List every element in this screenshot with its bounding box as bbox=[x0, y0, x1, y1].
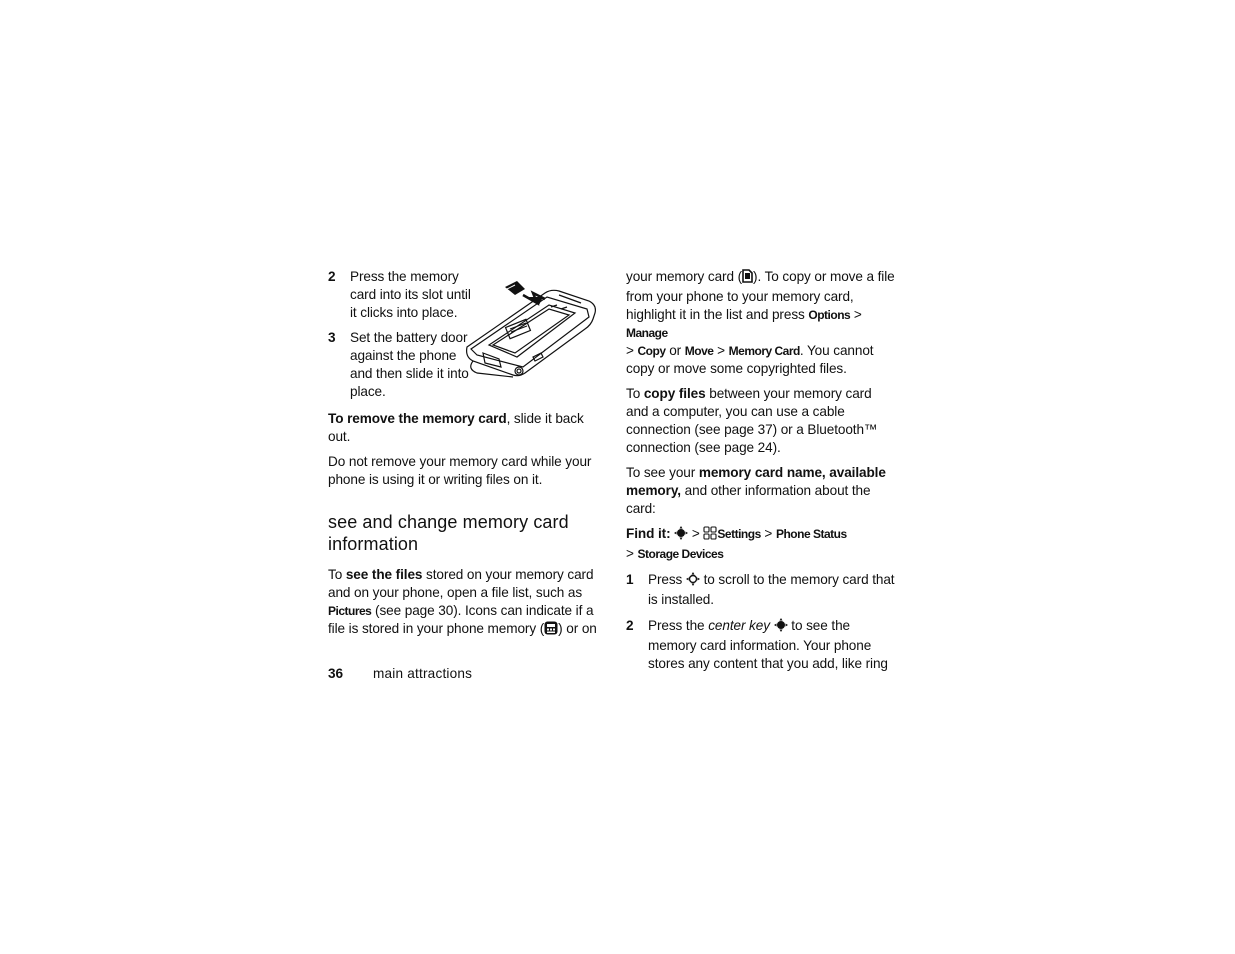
copy-files-bold: copy files bbox=[643, 386, 706, 401]
step-number: 2 bbox=[328, 269, 336, 284]
menu-memory-card: Memory Card bbox=[728, 344, 800, 358]
card-info-bold: memory card name, available memory, bbox=[626, 465, 886, 498]
text: > bbox=[626, 546, 638, 561]
step-number: 1 bbox=[626, 572, 634, 587]
text: > bbox=[760, 526, 776, 541]
remove-card-bold: To remove the memory card bbox=[328, 411, 507, 426]
section-heading: see and change memory card information bbox=[328, 512, 569, 554]
text: and other information about the card: bbox=[626, 483, 871, 516]
text: Press bbox=[648, 572, 686, 587]
text: Press the bbox=[648, 618, 709, 633]
text: ) or on bbox=[558, 621, 597, 636]
text: your memory card ( bbox=[626, 269, 743, 284]
text: To bbox=[626, 386, 644, 401]
menu-move: Move bbox=[684, 344, 714, 358]
memory-card-icon bbox=[742, 269, 753, 288]
step-text: Press the memory card into its slot until it clicks into place. bbox=[350, 269, 471, 320]
text: To see your bbox=[626, 465, 699, 480]
text: to see the memory card information. Your phone stores any content that you add, like ring bbox=[648, 618, 888, 671]
right-column bbox=[626, 268, 896, 680]
copy-move-paragraph bbox=[626, 268, 896, 378]
phone-memory-icon bbox=[544, 621, 558, 640]
menu-storage-devices: Storage Devices bbox=[637, 547, 724, 561]
menu-manage: Manage bbox=[626, 326, 668, 340]
text: > bbox=[713, 343, 729, 358]
copy-files-paragraph bbox=[626, 385, 896, 457]
step-3-battery-door bbox=[328, 329, 480, 401]
page-number: 36 bbox=[328, 666, 344, 681]
section-name: main attractions bbox=[373, 666, 473, 681]
see-files-bold: see the files bbox=[345, 567, 423, 582]
text: . You cannot copy or move some copyrighted files. bbox=[626, 343, 874, 376]
text: > bbox=[850, 307, 862, 322]
find-it-label: Find it: bbox=[626, 526, 671, 541]
text: > bbox=[626, 343, 638, 358]
remove-card-paragraph bbox=[328, 410, 598, 446]
left-column bbox=[328, 268, 598, 647]
menu-copy: Copy bbox=[637, 344, 666, 358]
remove-card-text: , slide it back out. bbox=[328, 411, 584, 444]
text: to scroll to the memory card that is installed. bbox=[648, 572, 895, 607]
step-1-scroll bbox=[626, 571, 896, 609]
menu-pictures: Pictures bbox=[328, 604, 372, 618]
find-it-path bbox=[626, 525, 896, 563]
step-number: 2 bbox=[626, 618, 634, 633]
text: (see page 30). Icons can indicate if a file is stored in your phone memory ( bbox=[328, 603, 594, 636]
menu-phone-status: Phone Status bbox=[775, 527, 847, 541]
warning-paragraph: Do not remove your memory card while your phone is using it or writing files on it. bbox=[328, 454, 592, 487]
text: To bbox=[328, 567, 346, 582]
text: > bbox=[691, 526, 700, 541]
see-files-paragraph bbox=[328, 566, 598, 640]
step-2-center-key bbox=[626, 617, 896, 673]
settings-icon bbox=[703, 526, 717, 545]
text: stored on your memory card and on your phone, open a file list, such as bbox=[328, 567, 594, 600]
step-number: 3 bbox=[328, 330, 336, 345]
center-key-icon bbox=[674, 526, 688, 545]
menu-options: Options bbox=[808, 308, 851, 322]
text: or bbox=[665, 343, 685, 358]
text: ). To copy or move a file from your phone to your memory card, highlight it in the list and press bbox=[626, 269, 895, 322]
center-key-icon bbox=[774, 618, 788, 637]
card-info-paragraph bbox=[626, 464, 896, 518]
step-text: Set the battery door against the phone and then slide it into place. bbox=[350, 330, 469, 399]
step-2-insert-card bbox=[328, 268, 478, 322]
menu-settings: Settings bbox=[717, 527, 761, 541]
navigation-key-icon bbox=[686, 572, 700, 591]
center-key-italic: center key bbox=[708, 618, 770, 633]
text: between your memory card and a computer, you can use a cable connection (see page 37) or a Bluetooth™ connection (see page 24). bbox=[626, 386, 878, 455]
